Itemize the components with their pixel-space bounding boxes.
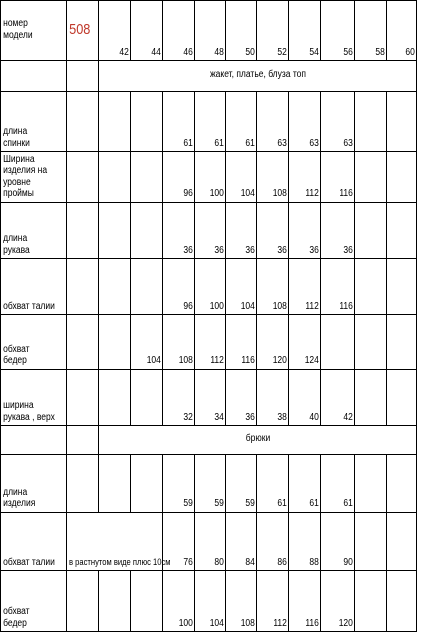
measurement-value: 76 [167,512,194,570]
measurement-value [135,152,162,202]
measurement-row [1,571,417,632]
measurement-value: 108 [261,259,288,315]
measurement-value: 61 [293,454,320,512]
measurement-value: 32 [167,369,194,425]
measurement-value: 61 [199,91,225,151]
measurement-value [135,91,162,151]
measurement-label: обхват талии [1,259,57,315]
blank-cell [71,91,98,151]
section-bottom-heading: брюки [122,426,392,454]
section-spacer [10,426,66,454]
measurement-value [391,571,417,632]
measurement-label: обхват талии [1,512,57,570]
measurement-value: 116 [293,571,320,632]
measurement-value: 34 [199,369,225,425]
measurement-value: 61 [326,454,355,512]
measurement-value [359,259,386,315]
measurement-value: 36 [261,202,288,258]
measurement-value: 100 [199,152,225,202]
measurement-row [1,512,417,570]
measurement-label: длина спинки [1,91,57,151]
blank-cell [71,259,98,315]
measurement-value: 112 [199,315,225,369]
measurement-value: 116 [326,152,355,202]
measurement-value: 90 [326,512,355,570]
measurement-value: 112 [293,259,320,315]
measurement-label: обхват бедер [1,571,57,632]
measurement-value: 61 [167,91,194,151]
measurement-value: 80 [199,512,225,570]
measurement-row [1,454,417,512]
section-spacer [71,61,98,91]
measurement-value: 36 [326,202,355,258]
size-header: 60 [391,1,417,61]
measurement-value: 36 [167,202,194,258]
measurement-value: 63 [293,91,320,151]
measurement-value [391,454,417,512]
measurement-value: 120 [261,315,288,369]
measurement-value [391,512,417,570]
measurement-value [359,512,386,570]
header-row [1,1,417,61]
blank-cell [71,369,98,425]
measurement-value: 108 [230,571,256,632]
measurement-value [103,91,130,151]
measurement-value [359,369,386,425]
measurement-value: 86 [261,512,288,570]
measurement-value: 40 [293,369,320,425]
measurement-row [1,369,417,425]
measurement-row [1,202,417,258]
measurement-value [391,202,417,258]
measurement-value: 84 [230,512,256,570]
measurement-value: 96 [167,259,194,315]
measurement-value [135,454,162,512]
measurement-value: 104 [230,152,256,202]
measurement-row [1,315,417,369]
measurement-value: 112 [261,571,288,632]
blank-cell [71,315,98,369]
model-number: 508 [67,1,94,61]
measurement-label: длина изделия [1,454,57,512]
section-top-row [1,61,417,91]
measurement-label: Ширина изделия на уровне проймы [1,152,57,202]
measurement-value: 100 [199,259,225,315]
measurement-value [359,315,386,369]
measurement-value: 38 [261,369,288,425]
model-number-label: номер модели [1,1,57,61]
section-bottom-row [1,426,417,454]
measurement-value [326,315,355,369]
measurement-value [359,152,386,202]
blank-cell [71,454,98,512]
measurement-value: 36 [230,369,256,425]
measurement-value: 120 [326,571,355,632]
size-header: 42 [103,1,130,61]
measurement-value [135,571,162,632]
size-header: 56 [326,1,355,61]
measurement-value: 42 [326,369,355,425]
measurement-value: 36 [230,202,256,258]
measurement-value: 88 [293,512,320,570]
measurement-value: 116 [326,259,355,315]
measurement-value [359,454,386,512]
measurement-value: 112 [293,152,320,202]
measurement-value: 59 [199,454,225,512]
measurement-value [359,571,386,632]
measurement-value [135,369,162,425]
measurement-value: 59 [167,454,194,512]
measurement-value [103,315,130,369]
measurement-value: 104 [230,259,256,315]
measurement-value: 124 [293,315,320,369]
size-header: 48 [199,1,225,61]
measurement-value: 61 [230,91,256,151]
section-top-heading: жакет, платье, блуза топ [122,61,392,91]
size-header: 54 [293,1,320,61]
size-header: 44 [135,1,162,61]
measurement-value [103,571,130,632]
blank-cell [71,202,98,258]
measurement-value: 96 [167,152,194,202]
section-spacer [10,61,66,91]
measurement-value: 36 [293,202,320,258]
measurement-value [391,259,417,315]
measurement-value: 36 [199,202,225,258]
measurement-label: обхват бедер [1,315,57,369]
size-chart-body [1,1,417,632]
measurement-value: 63 [326,91,355,151]
section-spacer [71,426,98,454]
measurement-row [1,152,417,202]
measurement-value [391,152,417,202]
measurement-value [359,202,386,258]
measurement-value [103,369,130,425]
measurement-value [391,315,417,369]
measurement-value [103,454,130,512]
measurement-value: 108 [167,315,194,369]
measurement-value [359,91,386,151]
measurement-row [1,91,417,151]
measurement-row [1,259,417,315]
blank-cell [71,152,98,202]
measurement-value [103,202,130,258]
measurement-label: ширина рукава , верх [1,369,57,425]
measurement-value [135,202,162,258]
measurement-value: 100 [167,571,194,632]
blank-cell [71,571,98,632]
measurement-value [103,152,130,202]
measurement-value: 108 [261,152,288,202]
measurement-value: 63 [261,91,288,151]
measurement-note: в растнутом виде плюс 10см [67,512,144,570]
measurement-value [135,259,162,315]
measurement-value [391,91,417,151]
measurement-value: 104 [199,571,225,632]
measurement-label: длина рукава [1,202,57,258]
size-header: 50 [230,1,256,61]
measurement-value [103,259,130,315]
measurement-value [391,369,417,425]
measurement-value: 61 [261,454,288,512]
size-header: 46 [167,1,194,61]
measurement-value: 59 [230,454,256,512]
size-header: 58 [359,1,386,61]
size-header: 52 [261,1,288,61]
measurement-value: 116 [230,315,256,369]
measurement-value: 104 [135,315,162,369]
